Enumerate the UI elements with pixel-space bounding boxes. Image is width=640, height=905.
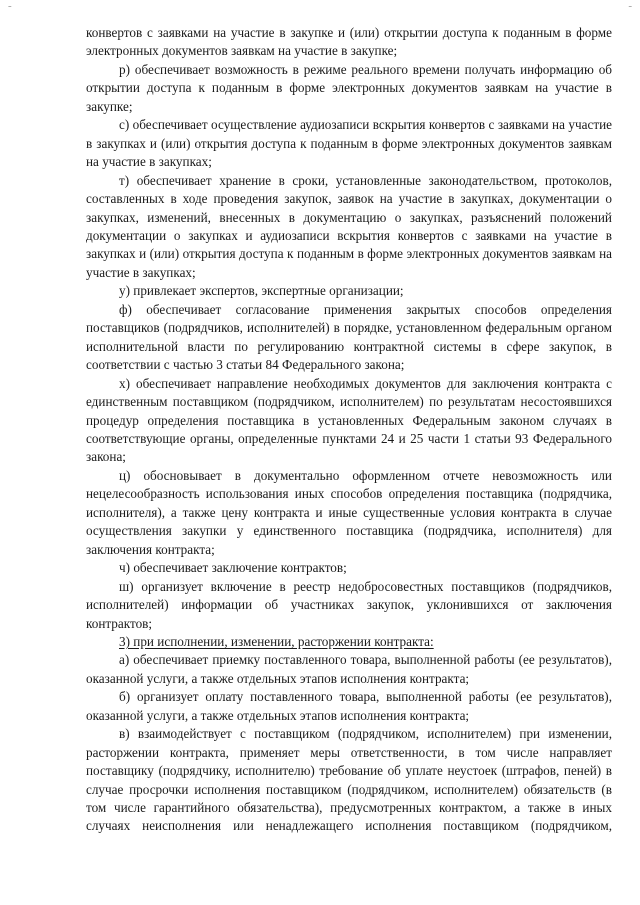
paragraph: с) обеспечивает осуществление аудиозаписи вскрытия конвертов с заявками на участие в закупках и (или) открытия доступа к поданным в форме электронных документов заявкам на участие в закупках; <box>86 117 612 170</box>
paragraph: ш) организует включение в реестр недобросовестных поставщиков (подрядчиков, исполнителей) информации об участниках закупок, уклонившихся от заключения контрактов; <box>86 578 612 631</box>
document-body <box>86 24 612 836</box>
paragraph: р) обеспечивает возможность в режиме реального времени получать информацию об открытии доступа к поданным в форме электронных документов заявкам на участие в закупке; <box>86 61 612 114</box>
paragraph: б) организует оплату поставленного товара, выполненной работы (ее результатов), оказанной услуги, а также отдельных этапов исполнения контракта; <box>86 689 612 723</box>
section-heading-text: 3) при исполнении, изменении, расторжении контракта: <box>119 633 434 649</box>
paragraph: ц) обосновывает в документально оформленном отчете невозможность или нецелесообразность использования иных способов определения поставщика (подрядчика, исполнителя), а также цену контракта и иные существенные условия контракта в случае осуществления закупки у единственного поставщика (подрядчика, исполнителя) для заключения контракта; <box>86 467 612 557</box>
paragraph: у) привлекает экспертов, экспертные организации; <box>119 283 404 299</box>
paragraph: ч) обеспечивает заключение контрактов; <box>119 560 347 576</box>
paragraph: ф) обеспечивает согласование применения закрытых способов определения поставщиков (подрядчиков, исполнителей) в порядке, установленном федеральным органом исполнительной власти по регулированию контрактной системы в сфере закупок, в соответствии с частью 3 статьи 84 Федерального закона; <box>86 301 612 373</box>
section-heading <box>86 633 612 651</box>
paragraph: т) обеспечивает хранение в сроки, установленные законодательством, протоколов, составленных в ходе проведения закупок, заявок на участие в закупках, документации о закупках, изменений, внесенных в документацию о закупках, разъяснений положений документации о закупках и аудиозаписи вскрытия конвертов с заявками на участие в закупках и (или) открытия доступа к поданным в форме электронных документов заявкам на участие в закупках; <box>86 172 612 280</box>
scan-mark-right: - <box>628 0 632 12</box>
paragraph: а) обеспечивает приемку поставленного товара, выполненной работы (ее результатов), оказанной услуги, а также отдельных этапов исполнения контракта; <box>86 652 612 686</box>
paragraph: конвертов с заявками на участие в закупке и (или) открытии доступа к поданным в форме электронных документов заявкам на участие в закупке; <box>86 25 612 59</box>
paragraph: х) обеспечивает направление необходимых документов для заключения контракта с единственным поставщиком (подрядчиком, исполнителем) по результатам несостоявшихся процедур определения поставщика в установленных Федеральным законом случаях в соответствующие органы, определенные пунктами 24 и 25 части 1 статьи 93 Федерального закона; <box>86 375 612 465</box>
scan-mark-left: - <box>8 0 12 12</box>
paragraph: в) взаимодействует с поставщиком (подрядчиком, исполнителем) при изменении, расторжении контракта, применяет меры ответственности, в том числе направляет поставщику (подрядчику, исполнителю) требование об уплате неустоек (штрафов, пеней) в случае просрочки исполнения поставщиком (подрядчиком, исполнителем) обязательств (в том числе гарантийного обязательства), предусмотренных контрактом, а также в иных случаях неисполнения или ненадлежащего исполнения поставщиком (подрядчиком, <box>86 726 612 834</box>
